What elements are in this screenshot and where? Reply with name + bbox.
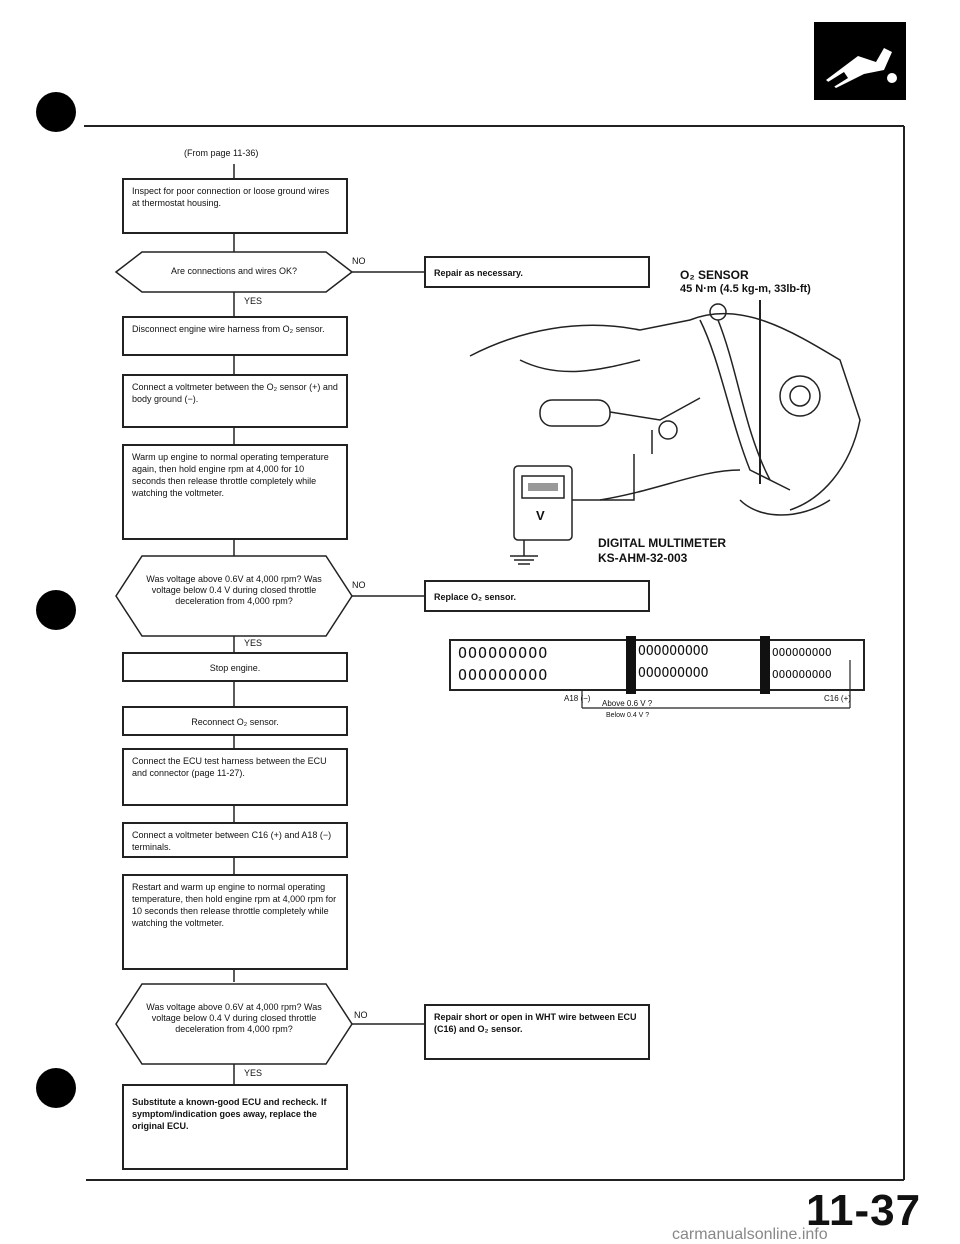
label-yes-3: YES <box>244 1068 263 1078</box>
from-page-reference: (From page 11-36) <box>184 148 259 158</box>
step-reconnect-sensor: Reconnect O₂ sensor. <box>122 706 348 736</box>
below-voltage-label: Below 0.4 V ? <box>606 712 650 719</box>
step-disconnect-harness: Disconnect engine wire harness from O₂ sensor. <box>122 316 348 356</box>
step-connect-ecu-harness: Connect the ECU test harness between the ECU and connector (page 11-27). <box>122 748 348 806</box>
step-connect-voltmeter: Connect a voltmeter between the O₂ sensor (+) and body ground (−). <box>122 374 348 428</box>
watermark: carmanualsonline.info <box>672 1226 828 1243</box>
connector-pins-a-top: OOOOOOOOO <box>458 644 549 662</box>
step-inspect-connections: Inspect for poor connection or loose ground wires at thermostat housing. <box>122 178 348 234</box>
label-no-3: NO <box>354 1010 368 1020</box>
question-voltage-2: Was voltage above 0.6V at 4,000 rpm? Was voltage below 0.4 V during closed throttle deceleration from 4,000 rpm? <box>146 1002 322 1034</box>
multimeter-part-number: KS-AHM-32-003 <box>598 551 688 565</box>
connector-pins-b-bottom: OOOOOOOOO <box>638 666 709 681</box>
step-warm-up-engine: Warm up engine to normal operating temperature again, then hold engine rpm at 4,000 for 10 seconds then release throttle completely while watching the voltmeter. <box>122 444 348 540</box>
connector-pins-c-top: OOOOOOOOO <box>772 646 832 659</box>
step-stop-engine: Stop engine. <box>122 652 348 682</box>
step-replace-sensor: Replace O₂ sensor. <box>424 580 650 612</box>
label-yes-2: YES <box>244 638 263 648</box>
step-substitute-ecu: Substitute a known-good ECU and recheck. If symptom/indication goes away, replace the original ECU. <box>122 1084 348 1170</box>
terminal-c16-label: C16 (+) <box>824 694 851 703</box>
step-restart-engine: Restart and warm up engine to normal operating temperature, then hold engine rpm at 4,000 rpm for 10 seconds then release throttle completely while watching the voltmeter. <box>122 874 348 970</box>
step-connect-voltmeter-2: Connect a voltmeter between C16 (+) and A18 (−) terminals. <box>122 822 348 858</box>
connector-pins-b-top: OOOOOOOOO <box>638 644 709 659</box>
multimeter-v-label: V <box>536 508 545 523</box>
terminal-a18-label: A18 (−) <box>564 694 591 703</box>
connector-pins-a-bottom: OOOOOOOOO <box>458 666 549 684</box>
page-number: 11-37 <box>806 1186 922 1235</box>
above-voltage-label: Above 0.6 V ? <box>602 699 653 708</box>
question-voltage-1: Was voltage above 0.6V at 4,000 rpm? Was voltage below 0.4 V during closed throttle deceleration from 4,000 rpm? <box>146 574 322 606</box>
multimeter-name: DIGITAL MULTIMETER <box>598 536 726 550</box>
label-no-1: NO <box>352 256 366 266</box>
step-repair: Repair as necessary. <box>424 256 650 288</box>
label-yes-1: YES <box>244 296 263 306</box>
connector-pins-c-bottom: OOOOOOOOO <box>772 668 832 681</box>
step-repair-short: Repair short or open in WHT wire between ECU (C16) and O₂ sensor. <box>424 1004 650 1060</box>
question-connections-ok: Are connections and wires OK? <box>170 266 298 276</box>
sensor-title: O₂ SENSOR <box>680 268 749 282</box>
label-no-2: NO <box>352 580 366 590</box>
sensor-torque: 45 N·m (4.5 kg-m, 33lb-ft) <box>680 283 811 295</box>
